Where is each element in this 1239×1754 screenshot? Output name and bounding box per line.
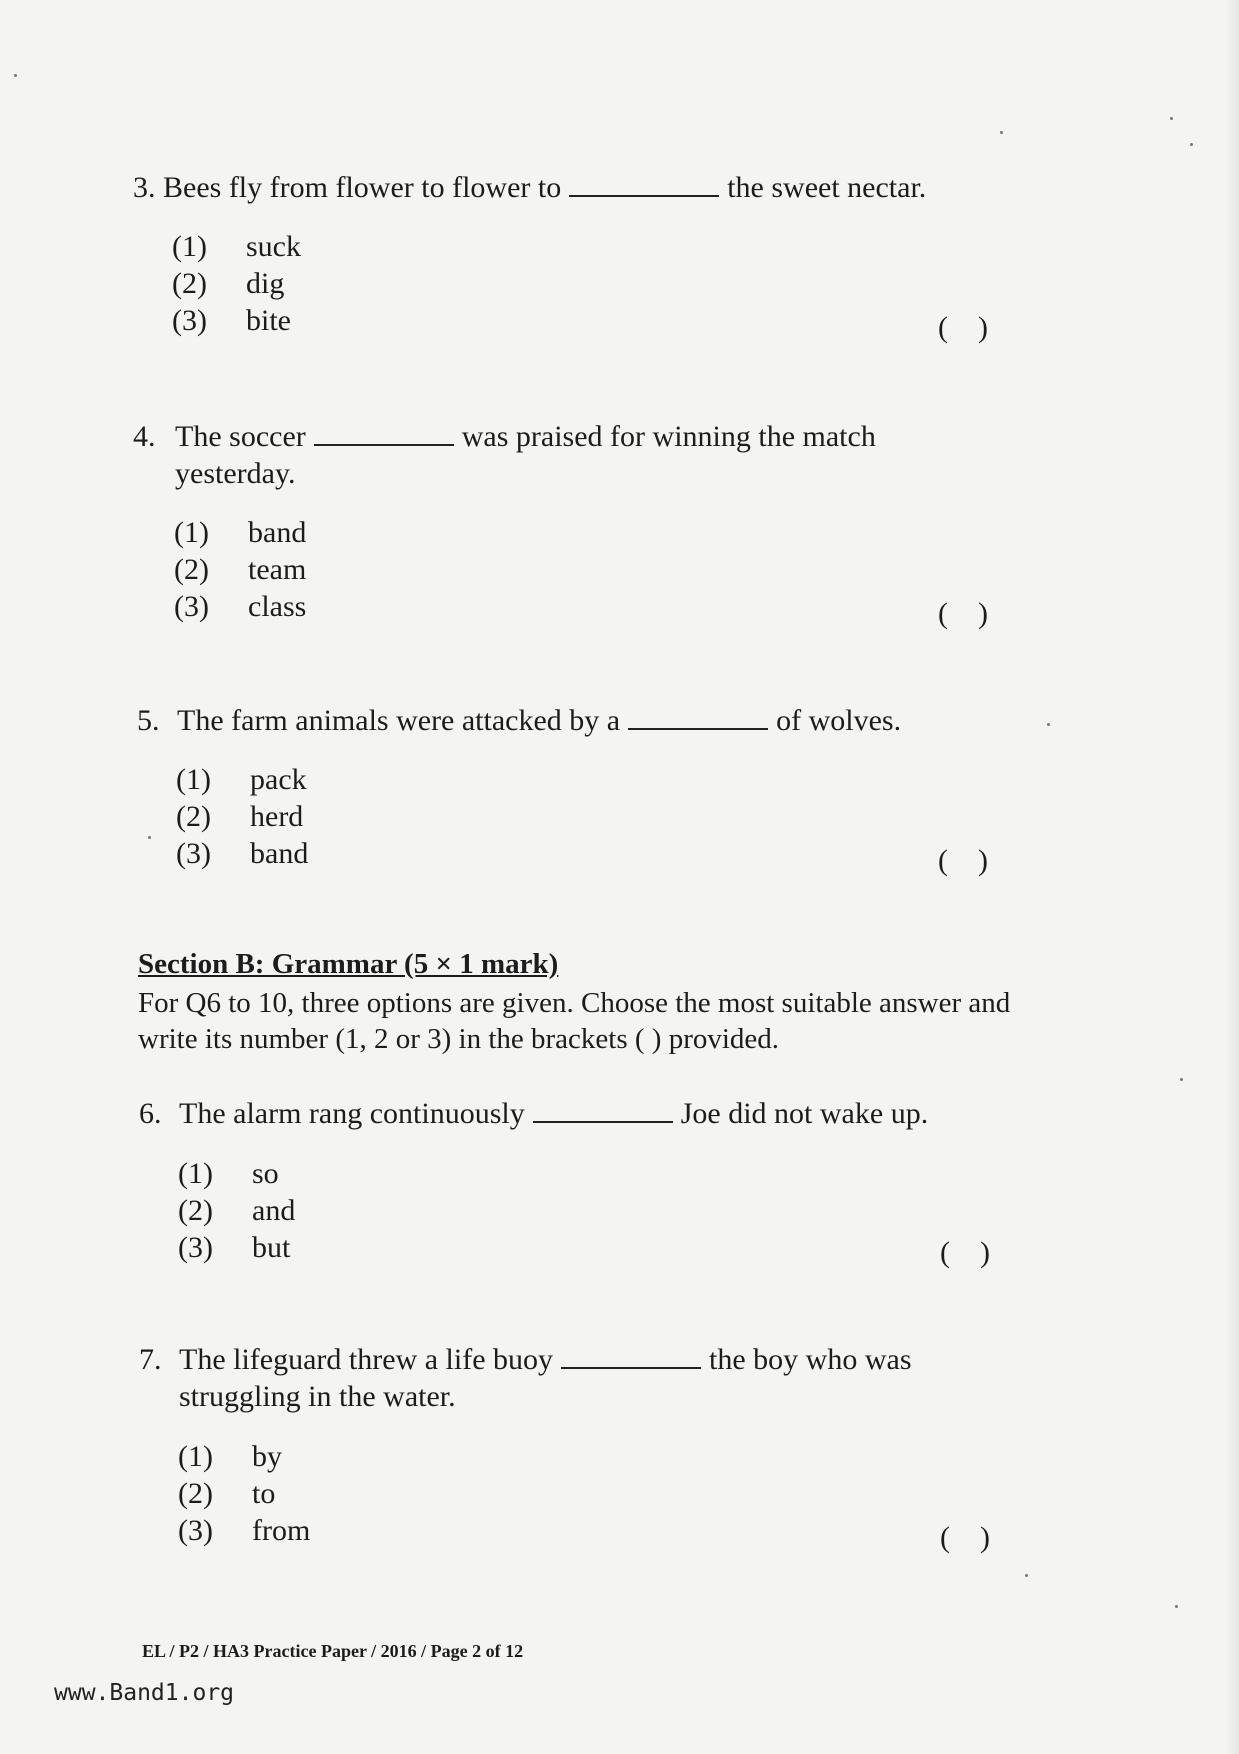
answer-brackets[interactable]: ( ) [938, 311, 988, 344]
question-stem [163, 171, 926, 205]
stem-before: The farm animals were attacked by a [177, 704, 621, 737]
question-number: 3. [133, 171, 156, 204]
stem-before: The alarm rang continuously [179, 1097, 525, 1130]
option-2: (2) herd [176, 800, 304, 833]
option-2: (2) team [174, 553, 307, 586]
site-watermark: www.Band1.org [54, 1680, 235, 1706]
option-1: (1) band [174, 516, 307, 549]
option-2: (2) and [178, 1194, 296, 1227]
answer-brackets[interactable]: ( ) [938, 844, 988, 877]
question-number: 6. [139, 1097, 162, 1130]
stem-before: Bees fly from flower to flower to [163, 171, 562, 204]
answer-blank [314, 443, 454, 446]
option-1: (1) by [178, 1440, 282, 1473]
answer-blank [569, 194, 719, 197]
option-1: (1) suck [172, 230, 301, 263]
question-number: 4. [133, 420, 156, 453]
answer-brackets[interactable]: ( ) [940, 1521, 990, 1554]
scan-speck [1190, 143, 1193, 146]
page-footer: EL / P2 / HA3 Practice Paper / 2016 / Page 2 of 12 [142, 1641, 524, 1661]
section-b-title: Section B: Grammar (5 × 1 mark) [138, 948, 559, 980]
stem-after: of wolves. [776, 704, 902, 737]
question-stem [175, 420, 876, 454]
stem-after: Joe did not wake up. [680, 1097, 929, 1130]
stem-after: the boy who was [709, 1343, 912, 1376]
option-3: (3) bite [172, 304, 291, 337]
scan-speck [1170, 117, 1173, 120]
scan-speck [1000, 131, 1003, 134]
question-stem [179, 1097, 928, 1131]
scan-speck [14, 74, 17, 77]
stem-continuation: yesterday. [175, 457, 296, 490]
question-stem [177, 704, 901, 738]
option-1: (1) so [178, 1157, 279, 1190]
question-stem [179, 1343, 912, 1377]
scan-speck [1025, 1574, 1028, 1577]
question-number: 5. [137, 704, 160, 737]
option-2: (2) to [178, 1477, 276, 1510]
option-3: (3) band [176, 837, 309, 870]
scan-speck [1047, 723, 1050, 726]
scan-speck [1175, 1605, 1178, 1608]
answer-blank [561, 1366, 701, 1369]
answer-blank [533, 1120, 673, 1123]
question-number: 7. [139, 1343, 162, 1376]
scan-edge-shadow [1225, 0, 1239, 1754]
section-b-instructions: For Q6 to 10, three options are given. Choose the most suitable answer and write its number (1, 2 or 3) in the brackets ( ) provided. [138, 987, 1011, 1055]
answer-brackets[interactable]: ( ) [938, 597, 988, 630]
stem-before: The soccer [175, 420, 306, 453]
scan-speck [1180, 1078, 1183, 1081]
scan-speck [148, 836, 151, 839]
answer-blank [628, 727, 768, 730]
option-3: (3) but [178, 1231, 291, 1264]
option-1: (1) pack [176, 763, 307, 796]
option-3: (3) from [178, 1514, 311, 1547]
stem-before: The lifeguard threw a life buoy [179, 1343, 554, 1376]
answer-brackets[interactable]: ( ) [940, 1236, 990, 1269]
option-2: (2) dig [172, 267, 285, 300]
stem-continuation: struggling in the water. [179, 1380, 456, 1413]
option-3: (3) class [174, 590, 307, 623]
stem-after: was praised for winning the match [461, 420, 876, 453]
stem-after: the sweet nectar. [727, 171, 927, 204]
